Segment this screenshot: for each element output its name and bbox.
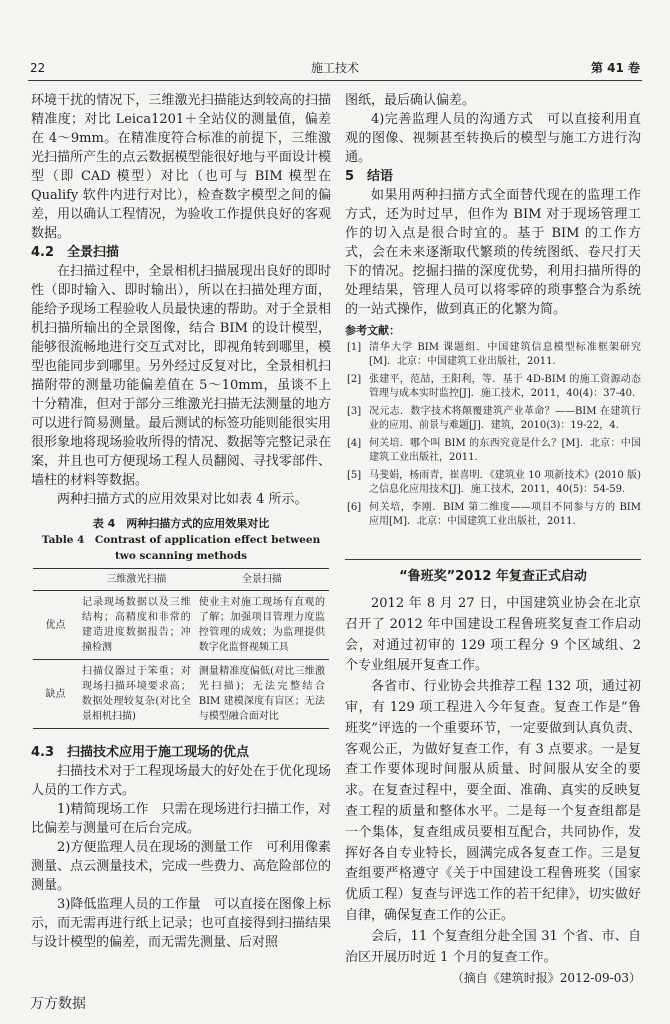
- right-column: [345, 91, 641, 989]
- table-row: [33, 660, 329, 729]
- news-paragraph: 会后，11 个复查组分赴全国 31 个省、市、自治区开展历时近 1 个月的复查工作。: [345, 928, 641, 965]
- cell-panoramic-disadvantages: 测量精准度偏低(对比三维激光扫描)；无法完整结合 BIM 建模深度有盲区；无法与模型融合面对比: [195, 660, 329, 729]
- references-list: [345, 341, 641, 529]
- list-item: 3)降低监理人员的工作量 可以直接在图像上标示，而无需再进行纸上记录；也可直接得到扫描结果与设计模型的偏差，而无需先测量、后对照: [31, 897, 331, 950]
- table-header-panoramic: 全景扫描: [195, 569, 329, 591]
- section-heading-4-2: 4.2 全景扫描: [31, 245, 120, 260]
- volume-label: 第 41 卷: [590, 61, 640, 75]
- news-paragraph: 各省市、行业协会共推荐工程 132 项，通过初审，有 129 项工程进入今年复查。复查工作是“鲁班奖”评选的一个重要环节，一定要做到认真负责、客观公正，为做好复查工作，有 3 点要求。一是复查工作要体现时间服从质量、时间服从安全的要求。在复查过程中，要全面、准确、真实的反映复查工程的质量和整体水平。二是每一个复查组都是一个集体，复查组成员要相互配合，共同协作，发挥好各自专业特长，圆满完成各复查工作。三是复查组要严格遵守《关于中国建设工程鲁班奖（国家优质工程）复查与评选工作的若干纪律》，切实做好自律，确保复查工作的公正。: [345, 679, 641, 923]
- cell-laser-disadvantages: 扫描仪器过于笨重；对现场扫描环境要求高；数据处理较复杂(对比全景相机扫描): [78, 660, 195, 729]
- news-title: “鲁班奖”2012 年复查正式启动: [345, 559, 641, 594]
- page-number: 22: [30, 61, 46, 75]
- list-item: 1)精简现场工作 只需在现场进行扫描工作，对比偏差与测量可在后台完成。: [31, 802, 331, 836]
- reference-text: 张建平，范喆，王阳利，等．基于 4D-BIM 的施工资源动态管理与成本实时监控[J]．施工技术，2011，40(4)：37-40.: [369, 374, 641, 399]
- reference-text: 何关培．哪个叫 BIM 的东西究竟是什么？[M]．北京：中国建筑工业出版社，2011.: [369, 438, 641, 463]
- table-reference-sentence: 两种扫描方式的应用效果对比如表 4 所示。: [57, 492, 308, 507]
- reference-number: [6]: [347, 502, 362, 513]
- table-caption-en-line2: two scanning methods: [114, 550, 248, 562]
- row-label-advantages: 优点: [45, 619, 66, 631]
- continued-paragraph: 环境干扰的情况下，三维激光扫描能达到较高的扫描精准度；对比 Leica1201＋全站仪的测量值，偏差在 4～9mm。在精准度符合标准的前提下，三维激光扫描所产生的点云数据模型能很好地与平面设计模型（即 CAD 模型）对比（也可与 BIM 模型在 Qualify 软件内进行对比），检查数字模型之间的偏差，用以确认工程情况，为验收工作提供良好的客观数据。: [31, 93, 331, 241]
- references-heading: 参考文献：: [345, 324, 400, 337]
- reference-item: [345, 501, 641, 529]
- reference-item: [345, 405, 641, 433]
- section-4-2-paragraph: 在扫描过程中，全景相机扫描展现出良好的即时性（即时输入、即时输出），所以在扫描处理方面，能给予现场工程验收人员最快速的帮助。对于全景相机扫描所输出的全景图像，结合 BIM 的设计模型，能够很流畅地进行交互式对比，即视角转到哪里，模型也能同步到哪里。另外经过反复对比，全景相机扫描附带的测量功能偏差值在 5～10mm，虽谈不上十分精准，但对于部分三维激光扫描无法测量的地方可以进行简易测量。最后测试的标签功能则能很实用很形象地将现场验收所得的情况、数据等完整记录在案，并且也可方便现场工程人员翻阅、寻找零部件、墙柱的材料等数据。: [31, 264, 331, 488]
- reference-item: [345, 437, 641, 465]
- table-row: [33, 591, 329, 660]
- reference-item: [345, 469, 641, 497]
- continued-text: 图纸，最后确认偏差。: [345, 93, 476, 108]
- row-label-disadvantages: 缺点: [33, 660, 78, 729]
- news-box: [345, 559, 641, 989]
- conclusion-paragraph: 如果用两种扫描方式全面替代现在的监理工作方式，还为时过早，但作为 BIM 对于现场管理工作的切入点是很合时宜的。基于 BIM 的工作方式，会在未来逐渐取代繁琐的传统图纸、卷尺打天下的情况。挖掘扫描的深度优势，利用扫描所得的处理结果，管理人员可以将零碎的琐事整合为系统的一站式操作，做到真正的化繁为简。: [345, 188, 641, 317]
- table-header-blank: [33, 569, 78, 591]
- reference-number: [2]: [347, 374, 362, 385]
- reference-text: 马斐娟，杨雨青，崔喜明．《建筑业 10 项新技术》(2010 版)之信息化应用技术[J]．施工技术，2011，40(5)：54-59.: [369, 470, 641, 495]
- reference-text: 况元志．数字技术将颠覆建筑产业革命？——BIM 在建筑行业的应用、前景与难题[J]．建筑，2010(3)：19-22，4.: [369, 406, 641, 431]
- cell-laser-advantages: 记录现场数据以及三维结构；高精度和非常的建造进度数据报告；冲撞检测: [82, 597, 191, 653]
- news-paragraph: 2012 年 8 月 27 日，中国建筑业协会在北京召开了 2012 年中国建设工程鲁班奖复查工作启动会，对通过初审的 129 项工程分 9 个区域组、2 个专业组展开复查工作。: [345, 596, 641, 674]
- left-column: [31, 91, 331, 952]
- reference-text: 清华大学 BIM 课题组．中国建筑信息模型标准框架研究[M]．北京：中国建筑工业出版社，2011.: [369, 342, 641, 367]
- reference-number: [4]: [347, 438, 362, 449]
- section-4-3-intro: 扫描技术对于工程现场最大的好处在于优化现场人员的工作方式。: [31, 764, 331, 798]
- table-caption-en-line1: Table 4 Contrast of application effect between: [41, 534, 321, 546]
- header-rule: [28, 80, 642, 81]
- cell-panoramic-advantages: 使业主对施工现场有直观的了解；加强项目管理力度监控管理的成效；为监理提供数字化监督视频工具: [198, 597, 325, 653]
- table-header-row: [33, 569, 329, 591]
- reference-item: [345, 341, 641, 369]
- reference-item: [345, 373, 641, 401]
- reference-number: [3]: [347, 406, 362, 417]
- section-heading-4-3: 4.3 扫描技术应用于施工现场的优点: [31, 745, 250, 760]
- table-caption: [31, 515, 331, 564]
- table-caption-cn: 表 4 两种扫描方式的应用效果对比: [92, 517, 270, 530]
- list-item: 4)完善监理人员的沟通方式 可以直接利用直观的图像、视频甚至转换后的模型与施工方进行沟通。: [345, 112, 641, 165]
- section-heading-5: 5 结语: [345, 169, 394, 184]
- list-item: 2)方便监理人员在现场的测量工作 可利用像素测量、点云测量技术，完成一些费力、高危险部位的测量。: [31, 840, 331, 893]
- reference-number: [1]: [347, 342, 362, 353]
- database-watermark: 万方数据: [30, 996, 86, 1012]
- news-source: （摘自《建筑时报》2012-09-03）: [451, 971, 641, 986]
- reference-text: 何关培，李刚．BIM 第二维度——项目不同参与方的 BIM 应用[M]．北京：中国建筑工业出版社，2011.: [369, 502, 641, 527]
- reference-number: [5]: [347, 470, 362, 481]
- journal-title: 施工技术: [310, 61, 359, 75]
- comparison-table: [33, 568, 329, 729]
- table-header-laser: 三维激光扫描: [78, 569, 195, 591]
